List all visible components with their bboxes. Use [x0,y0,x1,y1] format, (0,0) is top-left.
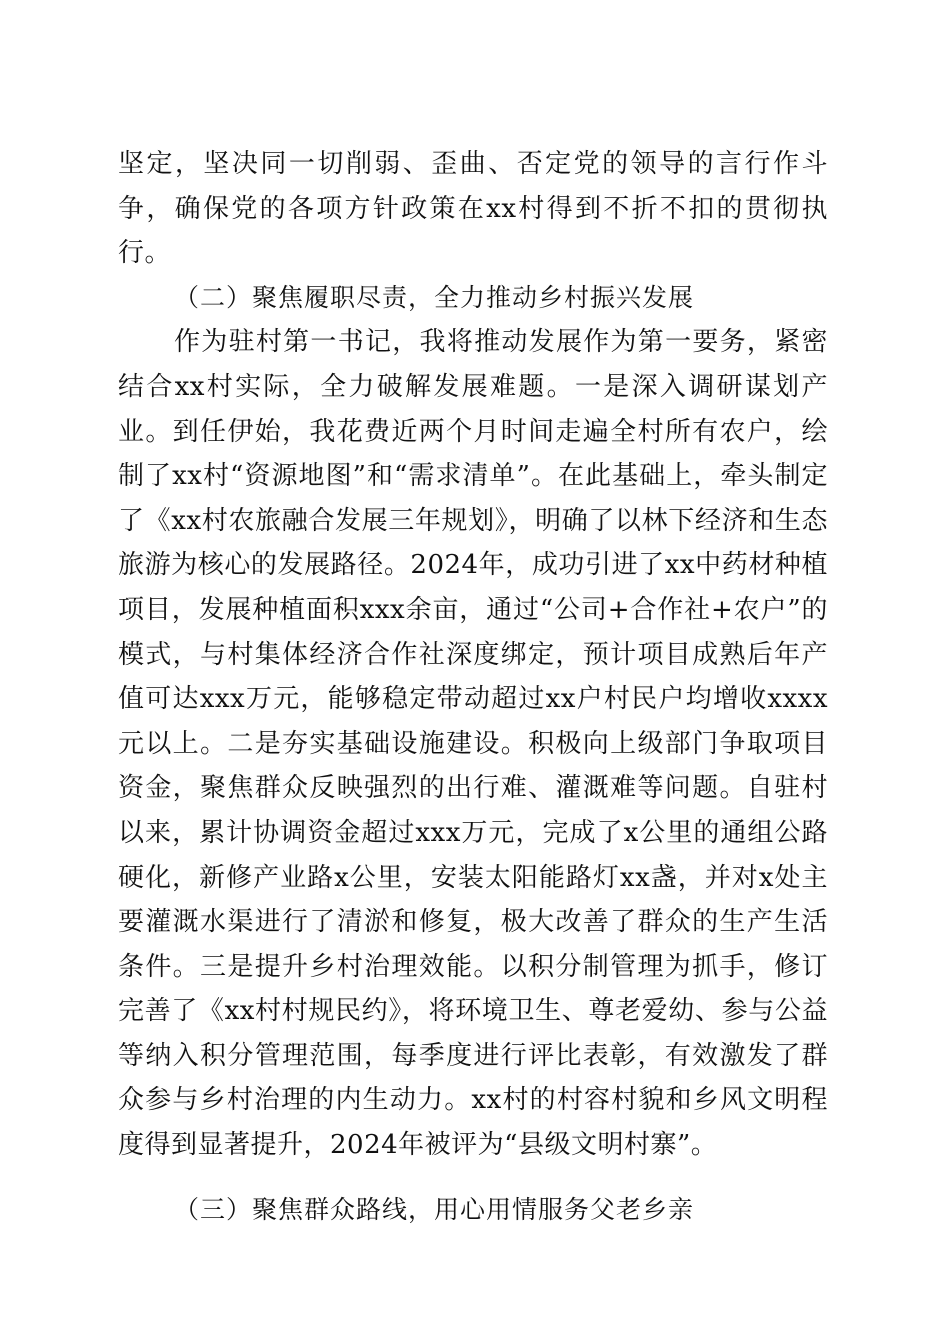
section-heading-2: （二）聚焦履职尽责，全力推动乡村振兴发展 [174,282,695,312]
continuation-paragraph: 坚定，坚决同一切削弱、歪曲、否定党的领导的言行作斗争，确保党的各项方针政策在xx村得到不折不扣的贯彻执行。 [118,149,828,269]
document-body [118,142,828,1232]
section-heading-3: （三）聚焦群众路线，用心用情服务父老乡亲 [174,1194,695,1224]
main-paragraph: 作为驻村第一书记，我将推动发展作为第一要务，紧密结合xx村实际，全力破解发展难题。一是深入调研谋划产业。到任伊始，我花费近两个月时间走遍全村所有农户，绘制了xx村“资源地图”和“需求清单”。在此基础上，牵头制定了《xx村农旅融合发展三年规划》，明确了以林下经济和生态旅游为核心的发展路径。2024年，成功引进了xx中药材种植项目，发展种植面积xxx余亩，通过“公司+合作社+农户”的模式，与村集体经济合作社深度绑定，预计项目成熟后年产值可达xxx万元，能够稳定带动超过xx户村民户均增收xxxx元以上。二是夯实基础设施建设。积极向上级部门争取项目资金，聚焦群众反映强烈的出行难、灌溉难等问题。自驻村以来，累计协调资金超过xxx万元，完成了x公里的通组公路硬化，新修产业路x公里，安装太阳能路灯xx盏，并对x处主要灌溉水渠进行了清淤和修复，极大改善了群众的生产生活条件。三是提升乡村治理效能。以积分制管理为抓手，修订完善了《xx村村规民约》，将环境卫生、尊老爱幼、参与公益等纳入积分管理范围，每季度进行评比表彰，有效激发了群众参与乡村治理的内生动力。xx村的村容村貌和乡风文明程度得到显著提升，2024年被评为“县级文明村寨”。 [118,327,828,1161]
